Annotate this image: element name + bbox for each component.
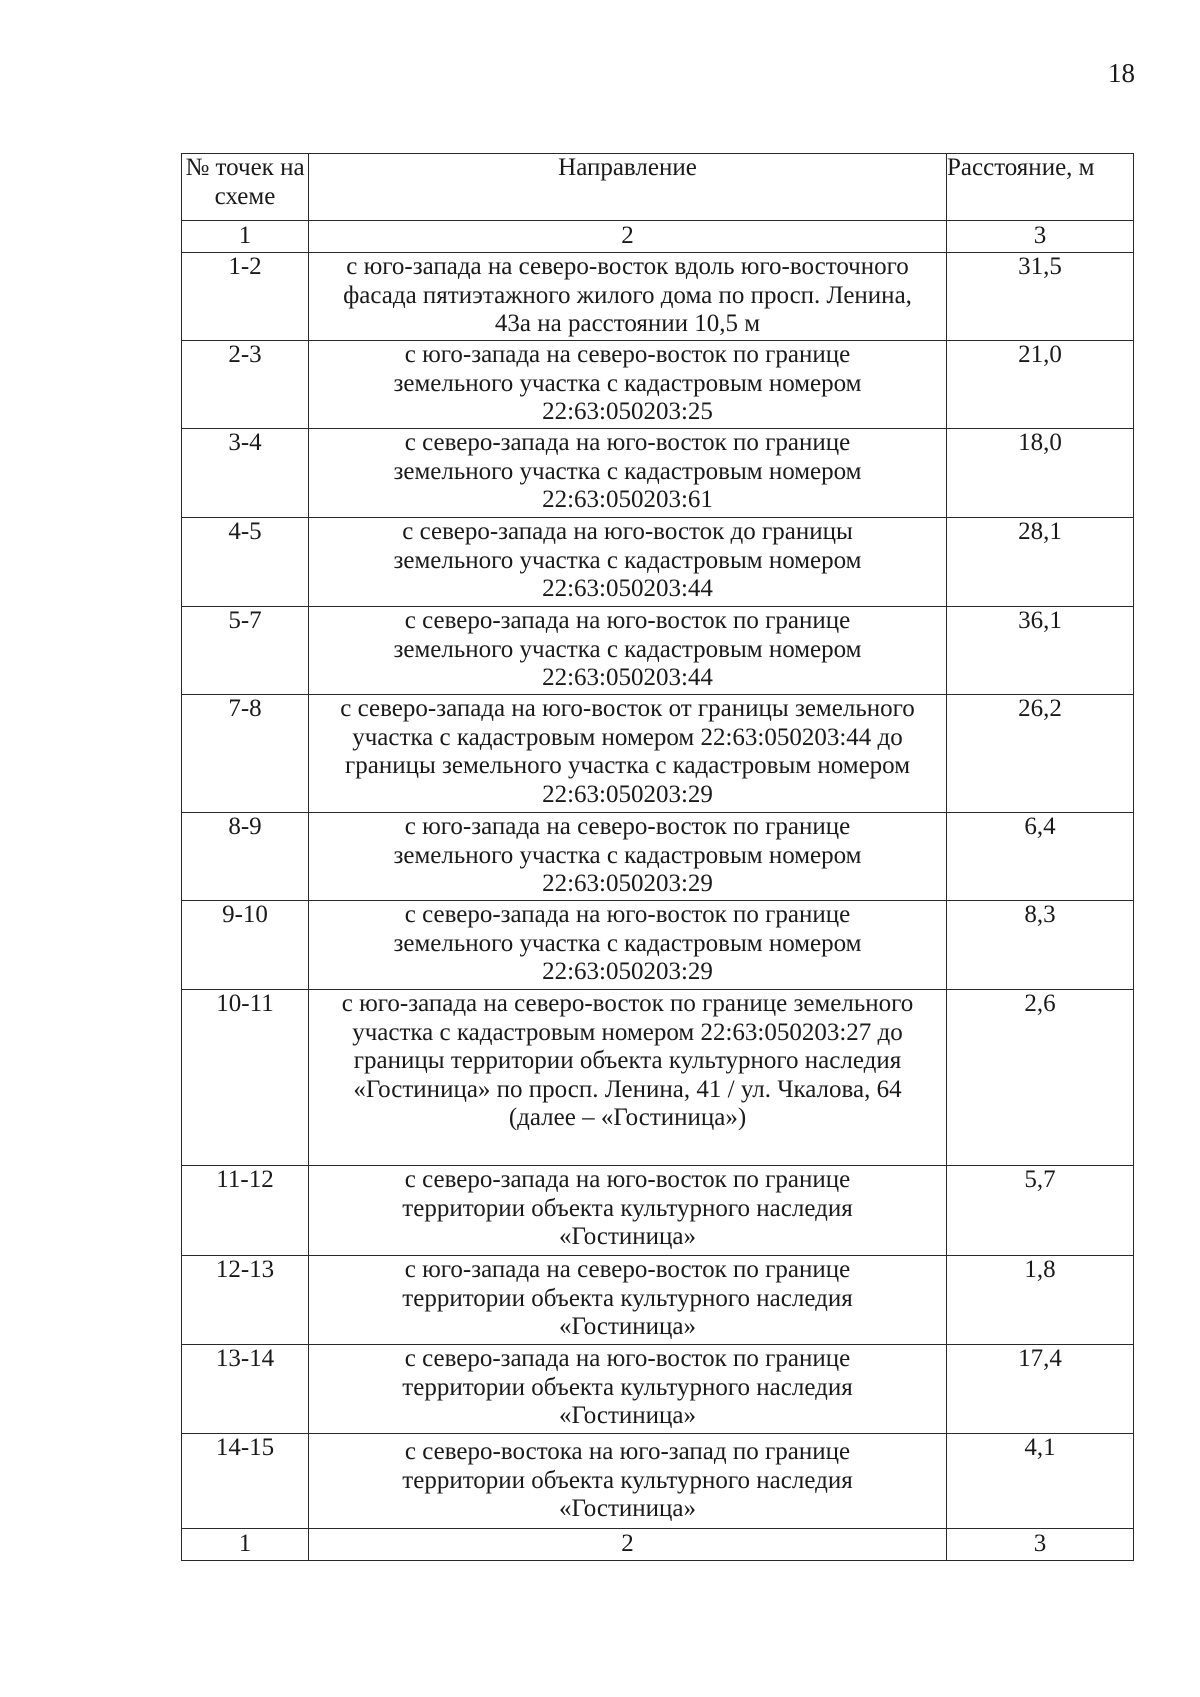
- points-cell: 12-13: [182, 1256, 309, 1345]
- direction-cell: с северо-запада на юго-восток по границе территории объекта культурного наследия «Гостиница»: [309, 1166, 947, 1256]
- table-row: [182, 695, 1134, 813]
- direction-cell: с юго-запада на северо-восток по границе земельного участка с кадастровым номером 22:63:050203:29: [309, 813, 947, 901]
- direction-cell: с юго-запада на северо-восток по границе земельного участка с кадастровым номером 22:63:050203:27 до границы территории объекта культурного наследия «Гостиница» по просп. Ленина, 41 / ул. Чкалова, 64 (далее – «Гостиница»): [309, 990, 947, 1166]
- table-row: [182, 1166, 1134, 1256]
- distance-cell: 4,1: [947, 1434, 1134, 1529]
- distance-cell: 8,3: [947, 901, 1134, 990]
- points-cell: 9-10: [182, 901, 309, 990]
- table-row: [182, 607, 1134, 695]
- points-cell: 7-8: [182, 695, 309, 813]
- points-cell: 11-12: [182, 1166, 309, 1256]
- direction-cell: с северо-запада на юго-восток по границе земельного участка с кадастровым номером 22:63:050203:44: [309, 607, 947, 695]
- table-row: [182, 1256, 1134, 1345]
- distance-cell: 18,0: [947, 429, 1134, 518]
- column-index: 3: [947, 221, 1134, 253]
- direction-cell: с юго-запада на северо-восток по границе земельного участка с кадастровым номером 22:63:050203:25: [309, 341, 947, 429]
- points-cell: 1-2: [182, 253, 309, 341]
- distance-cell: 31,5: [947, 253, 1134, 341]
- page-number: 18: [1108, 58, 1135, 88]
- column-index-row: [182, 221, 1134, 253]
- route-description-table: [181, 153, 1134, 1561]
- points-cell: 2-3: [182, 341, 309, 429]
- distance-cell: 6,4: [947, 813, 1134, 901]
- column-index: 2: [309, 1529, 947, 1561]
- distance-cell: 36,1: [947, 607, 1134, 695]
- points-cell: 14-15: [182, 1434, 309, 1529]
- table-row: [182, 1434, 1134, 1529]
- column-index: 1: [182, 1529, 309, 1561]
- direction-cell: с юго-запада на северо-восток по границе территории объекта культурного наследия «Гостиница»: [309, 1256, 947, 1345]
- distance-cell: 21,0: [947, 341, 1134, 429]
- points-cell: 4-5: [182, 518, 309, 607]
- table-row: [182, 1345, 1134, 1434]
- direction-cell: с северо-запада на юго-восток до границы земельного участка с кадастровым номером 22:63:050203:44: [309, 518, 947, 607]
- direction-cell: с северо-востока на юго-запад по границе территории объекта культурного наследия «Гостиница»: [309, 1434, 947, 1529]
- table-row: [182, 341, 1134, 429]
- distance-cell: 17,4: [947, 1345, 1134, 1434]
- table-row: [182, 253, 1134, 341]
- column-index: 2: [309, 221, 947, 253]
- points-cell: 5-7: [182, 607, 309, 695]
- direction-cell: с северо-запада на юго-восток по границе территории объекта культурного наследия «Гостиница»: [309, 1345, 947, 1434]
- distance-cell: 2,6: [947, 990, 1134, 1166]
- column-index: 1: [182, 221, 309, 253]
- distance-cell: 1,8: [947, 1256, 1134, 1345]
- points-cell: 3-4: [182, 429, 309, 518]
- distance-cell: 28,1: [947, 518, 1134, 607]
- table-row: [182, 813, 1134, 901]
- table-header-row: [182, 154, 1134, 221]
- direction-cell: с северо-запада на юго-восток по границе земельного участка с кадастровым номером 22:63:050203:29: [309, 901, 947, 990]
- column-index-footer-row: [182, 1529, 1134, 1561]
- distance-cell: 26,2: [947, 695, 1134, 813]
- table-row: [182, 518, 1134, 607]
- direction-cell: с северо-запада на юго-восток по границе земельного участка с кадастровым номером 22:63:050203:61: [309, 429, 947, 518]
- header-direction: Направление: [309, 154, 947, 221]
- points-cell: 10-11: [182, 990, 309, 1166]
- table-row: [182, 990, 1134, 1166]
- direction-cell: с юго-запада на северо-восток вдоль юго-восточного фасада пятиэтажного жилого дома по просп. Ленина, 43а на расстоянии 10,5 м: [309, 253, 947, 341]
- header-distance: Расстояние, м: [947, 154, 1134, 221]
- points-cell: 13-14: [182, 1345, 309, 1434]
- points-cell: 8-9: [182, 813, 309, 901]
- header-points: № точек на схеме: [182, 154, 309, 221]
- table-row: [182, 429, 1134, 518]
- distance-cell: 5,7: [947, 1166, 1134, 1256]
- column-index: 3: [947, 1529, 1134, 1561]
- direction-cell: с северо-запада на юго-восток от границы земельного участка с кадастровым номером 22:63:050203:44 до границы земельного участка с кадастровым номером 22:63:050203:29: [309, 695, 947, 813]
- table-row: [182, 901, 1134, 990]
